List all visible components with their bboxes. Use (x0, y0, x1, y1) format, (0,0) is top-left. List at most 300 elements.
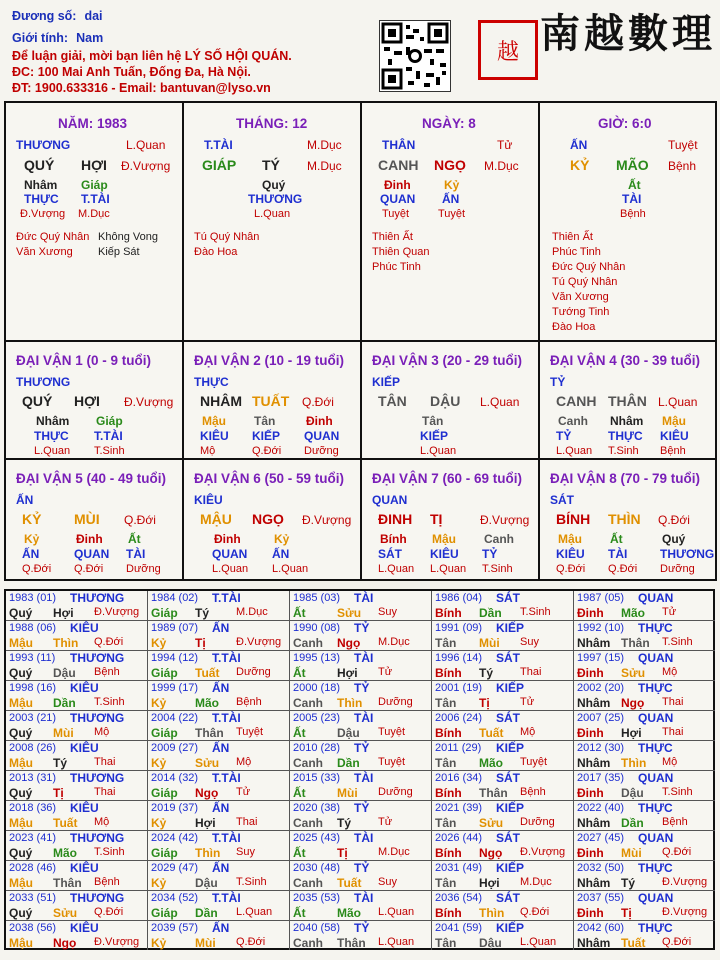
annual-branch: Tý (337, 816, 352, 830)
annual-stem: Kỷ (151, 696, 167, 710)
annual-row-cell (432, 921, 574, 950)
dai-van-stem: CANH (556, 393, 597, 409)
hidden-stage-1: Bệnh (620, 208, 646, 220)
hidden-god-1: THƯƠNG (248, 192, 303, 206)
annual-stem: Mậu (9, 696, 33, 710)
annual-branch: Thân (337, 936, 366, 950)
annual-branch: Sửu (337, 606, 362, 620)
annual-branch: Ngọ (53, 936, 77, 950)
annual-stem: Bính (435, 726, 462, 740)
annual-stem: Đinh (577, 906, 604, 920)
annual-year: 2026 (44) (435, 832, 483, 844)
hidden-stem: Kỷ (24, 532, 40, 546)
annual-stem: Mậu (9, 876, 33, 890)
star-item: Phúc Tinh (552, 246, 601, 258)
annual-row-cell (574, 741, 715, 771)
annual-branch: Ngọ (337, 636, 361, 650)
pillar-branch: NGỌ (434, 157, 466, 173)
dai-van-stage: Đ.Vượng (302, 513, 352, 527)
annual-stage: T.Sinh (520, 606, 551, 618)
annual-stage: Thai (236, 816, 258, 828)
red-seal-logo: 越 (478, 20, 538, 80)
annual-stem: Canh (293, 756, 323, 770)
annual-branch: Hợi (195, 816, 216, 830)
hidden-stage: Q.Đới (252, 445, 282, 457)
annual-branch: Tuất (621, 936, 646, 950)
hidden-stage-1: Đ.Vượng (20, 208, 66, 220)
dai-van-god: QUAN (372, 493, 408, 507)
hidden-god: QUAN (212, 547, 248, 561)
annual-branch: Thìn (53, 636, 79, 650)
annual-stage: Q.Đới (94, 636, 124, 648)
dai-van-branch: TỊ (430, 511, 443, 527)
annual-row-cell (574, 771, 715, 801)
annual-god: ẤN (212, 921, 230, 935)
annual-stem: Tân (435, 816, 457, 830)
annual-row-cell (290, 801, 432, 831)
annual-row-cell (290, 741, 432, 771)
annual-year: 2016 (34) (435, 772, 483, 784)
annual-branch: Mùi (195, 936, 216, 950)
annual-stem: Mậu (9, 936, 33, 950)
annual-year: 1990 (08) (293, 622, 341, 634)
hidden-god: SÁT (378, 547, 402, 561)
annual-row-cell (574, 711, 715, 741)
dai-van-branch: NGỌ (252, 511, 284, 527)
annual-year: 2008 (26) (9, 742, 57, 754)
annual-stem: Ất (293, 846, 306, 860)
annual-branch: Tuất (195, 666, 220, 680)
annual-year: 2003 (21) (9, 712, 57, 724)
hidden-stem: Tân (254, 414, 276, 428)
annual-god: TÀI (354, 771, 374, 785)
hidden-stage: Q.Đới (608, 563, 638, 575)
annual-stem: Giáp (151, 666, 178, 680)
hidden-god: KIẾP (252, 429, 281, 443)
pillar-stem: GIÁP (202, 157, 237, 173)
pillar-god-left: THÂN (382, 138, 416, 152)
annual-god: THƯƠNG (70, 651, 125, 665)
annual-stem: Kỷ (151, 876, 167, 890)
annual-stem: Canh (293, 696, 323, 710)
annual-branch: Mùi (337, 786, 358, 800)
star-item: Phúc Tinh (372, 261, 421, 273)
annual-stage: Tuyệt (236, 726, 264, 738)
hidden-stem: Quý (662, 532, 686, 546)
annual-year: 2006 (24) (435, 712, 483, 724)
hidden-stage-1: Tuyệt (382, 208, 410, 220)
annual-luck-table (4, 589, 715, 950)
star-item: Thiên Ất (372, 231, 413, 243)
hidden-god-1: QUAN (380, 192, 416, 206)
annual-stage: Q.Đới (520, 906, 550, 918)
pillar-stage: M.Dục (484, 159, 519, 173)
hidden-god-1: TÀI (622, 192, 642, 206)
dai-van-cell (6, 460, 184, 581)
star-item: Văn Xương (16, 246, 73, 258)
hidden-stem: Mậu (432, 532, 456, 546)
annual-god: THỰC (638, 621, 673, 635)
annual-row-cell (148, 711, 290, 741)
annual-year: 1984 (02) (151, 592, 199, 604)
hidden-god: KIÊU (200, 429, 229, 443)
annual-god: THỰC (638, 861, 673, 875)
annual-stem: Nhâm (577, 696, 611, 710)
hidden-stem: Canh (484, 532, 514, 546)
annual-row-cell (6, 891, 148, 921)
annual-stem: Giáp (151, 606, 178, 620)
annual-year: 1991 (09) (435, 622, 483, 634)
annual-row-cell (432, 681, 574, 711)
annual-branch: Mão (195, 696, 219, 710)
annual-branch: Sửu (195, 756, 220, 770)
hidden-stage: L.Quan (556, 445, 593, 457)
hidden-stem: Đinh (76, 532, 103, 546)
hidden-god: THƯƠNG (660, 547, 715, 561)
annual-stage: Đ.Vượng (520, 846, 566, 858)
annual-year: 2014 (32) (151, 772, 199, 784)
annual-year: 2037 (55) (577, 892, 625, 904)
annual-year: 1986 (04) (435, 592, 483, 604)
annual-year: 2013 (31) (9, 772, 57, 784)
annual-god: THỰC (638, 741, 673, 755)
annual-row-cell (574, 921, 715, 950)
annual-row-cell (432, 621, 574, 651)
dai-van-cell (540, 342, 717, 460)
gioi-tinh-value: Nam (76, 31, 104, 45)
annual-year: 2038 (56) (9, 922, 57, 934)
annual-branch: Thân (621, 636, 650, 650)
star-item: Đào Hoa (194, 246, 238, 258)
hidden-god: KIÊU (556, 547, 585, 561)
annual-stem: Quý (9, 726, 33, 740)
annual-stem: Tân (435, 756, 457, 770)
qr-code-icon (379, 20, 451, 92)
star-item: Thiên Quan (372, 246, 430, 258)
annual-row-cell (432, 801, 574, 831)
annual-row-cell (432, 651, 574, 681)
annual-stem: Mậu (9, 636, 33, 650)
annual-stage: T.Sinh (94, 696, 125, 708)
annual-branch: Ngọ (479, 846, 503, 860)
hidden-stem: Ất (610, 532, 623, 546)
pillar-month (184, 103, 362, 342)
annual-branch: Dần (53, 696, 76, 710)
annual-god: KIẾP (496, 741, 525, 755)
hidden-god: THỰC (34, 429, 69, 443)
annual-year: 1996 (14) (435, 652, 483, 664)
star-item: Thiên Ất (552, 231, 593, 243)
annual-branch: Tị (53, 786, 64, 800)
annual-row-cell (432, 891, 574, 921)
annual-row-cell (6, 831, 148, 861)
annual-year: 2035 (53) (293, 892, 341, 904)
annual-stage: Đ.Vượng (662, 876, 708, 888)
hidden-stem: Đinh (306, 414, 333, 428)
hidden-stage: L.Quan (212, 563, 249, 575)
pillar-god-left: THƯƠNG (16, 138, 71, 152)
dai-van-stem: BÍNH (556, 511, 591, 527)
annual-stem: Canh (293, 876, 323, 890)
hidden-stage-2: Tuyệt (438, 208, 466, 220)
annual-stage: Suy (378, 876, 397, 888)
hidden-god: TỶ (482, 547, 498, 561)
annual-stage: Tử (662, 606, 677, 618)
hidden-stem: Mậu (662, 414, 686, 428)
pillar-stem: KỶ (570, 157, 590, 173)
annual-stage: M.Dục (378, 846, 410, 858)
hidden-stage-2: M.Dục (78, 208, 110, 220)
annual-god: ẤN (212, 621, 230, 635)
annual-stem: Mậu (9, 756, 33, 770)
annual-stem: Bính (435, 906, 462, 920)
dai-van-stage: Q.Đới (658, 513, 690, 527)
annual-year: 1997 (15) (577, 652, 625, 664)
dai-van-stage: Đ.Vượng (480, 513, 530, 527)
annual-year: 2027 (45) (577, 832, 625, 844)
annual-branch: Mùi (479, 636, 500, 650)
annual-year: 1983 (01) (9, 592, 57, 604)
annual-branch: Tuất (337, 876, 362, 890)
annual-god: KIÊU (70, 801, 99, 815)
annual-stage: M.Dục (236, 606, 268, 618)
pillar-stem: QUÝ (24, 157, 55, 173)
star-item: Đức Quý Nhân (552, 261, 626, 273)
annual-stem: Tân (435, 876, 457, 890)
dai-van-stage: Q.Đới (302, 395, 334, 409)
pillar-god-left: ẤN (570, 138, 588, 152)
annual-stage: Đ.Vượng (236, 636, 282, 648)
annual-year: 2002 (20) (577, 682, 625, 694)
hidden-stage: Mộ (200, 445, 216, 457)
annual-stem: Ất (293, 726, 306, 740)
annual-stem: Nhâm (577, 876, 611, 890)
annual-god: SÁT (496, 891, 520, 905)
annual-year: 2039 (57) (151, 922, 199, 934)
pillar-god-left: T.TÀI (204, 138, 233, 152)
annual-row-cell (574, 801, 715, 831)
annual-row-cell (574, 621, 715, 651)
hidden-stage: L.Quan (272, 563, 309, 575)
hidden-stage: L.Quan (34, 445, 71, 457)
hidden-god: KIẾP (420, 429, 449, 443)
hidden-stem: Ất (128, 532, 141, 546)
dai-van-branch: THÌN (608, 511, 641, 527)
annual-stage: Bệnh (520, 786, 546, 798)
annual-branch: Tý (195, 606, 210, 620)
annual-row-cell (574, 831, 715, 861)
annual-row-cell (290, 651, 432, 681)
pillar-stage: Bệnh (668, 159, 697, 173)
annual-stem: Kỷ (151, 756, 167, 770)
hidden-stem: Đinh (214, 532, 241, 546)
pillar-day (362, 103, 540, 342)
annual-god: SÁT (496, 651, 520, 665)
annual-row-cell (148, 921, 290, 950)
hidden-stem: Kỷ (274, 532, 290, 546)
dai-van-stem: KỶ (22, 511, 42, 527)
annual-stem: Quý (9, 786, 33, 800)
annual-stage: Suy (520, 636, 539, 648)
annual-stem: Ất (293, 906, 306, 920)
annual-row-cell (432, 741, 574, 771)
annual-stem: Nhâm (577, 636, 611, 650)
pillar-god-right: M.Dục (307, 138, 342, 152)
annual-stage: Q.Đới (662, 936, 692, 948)
dai-van-stem: ĐINH (378, 511, 413, 527)
annual-stage: Dưỡng (236, 666, 271, 678)
hidden-stem: Nhâm (610, 414, 644, 428)
dai-van-god: KIÊU (194, 493, 223, 507)
annual-god: TỶ (354, 801, 370, 815)
annual-stage: Q.Đới (236, 936, 266, 948)
annual-branch: Mão (337, 906, 361, 920)
dai-van-god: TỶ (550, 375, 566, 389)
annual-stem: Canh (293, 936, 323, 950)
annual-year: 2022 (40) (577, 802, 625, 814)
annual-god: SÁT (496, 591, 520, 605)
dai-van-stem: TÂN (378, 393, 407, 409)
annual-branch: Tị (621, 906, 632, 920)
annual-god: KIÊU (70, 741, 99, 755)
annual-row-cell (290, 591, 432, 621)
annual-branch: Thân (53, 876, 82, 890)
dai-van-god: SÁT (550, 493, 574, 507)
annual-branch: Thìn (195, 846, 221, 860)
annual-stem: Kỷ (151, 816, 167, 830)
annual-stage: Bệnh (662, 816, 688, 828)
annual-branch: Hợi (479, 876, 500, 890)
annual-god: TỶ (354, 921, 370, 935)
annual-god: KIÊU (70, 621, 99, 635)
annual-god: KIÊU (70, 861, 99, 875)
annual-row-cell (574, 861, 715, 891)
annual-year: 1993 (11) (9, 652, 56, 664)
annual-stem: Nhâm (577, 936, 611, 950)
annual-branch: Tý (621, 876, 636, 890)
annual-branch: Sửu (53, 906, 78, 920)
annual-god: ẤN (212, 741, 230, 755)
hidden-god: THỰC (608, 429, 643, 443)
annual-stem: Kỷ (151, 936, 167, 950)
annual-row-cell (290, 831, 432, 861)
annual-branch: Thìn (479, 906, 505, 920)
dai-van-cell (184, 460, 362, 581)
annual-stem: Tân (435, 936, 457, 950)
dai-van-god: KIẾP (372, 375, 401, 389)
hidden-stage: T.Sinh (608, 445, 639, 457)
annual-year: 1992 (10) (577, 622, 625, 634)
annual-row-cell (6, 681, 148, 711)
annual-stage: L.Quan (520, 936, 557, 948)
annual-god: TỶ (354, 861, 370, 875)
annual-stem: Đinh (577, 846, 604, 860)
dai-van-branch: THÂN (608, 393, 647, 409)
hidden-stage: T.Sinh (94, 445, 125, 457)
hidden-stage: Dưỡng (304, 445, 339, 457)
annual-god: TÀI (354, 651, 374, 665)
annual-stage: M.Dục (378, 636, 410, 648)
hidden-stage: Q.Đới (22, 563, 52, 575)
annual-year: 2031 (49) (435, 862, 483, 874)
hidden-stem-1: Ất (628, 178, 641, 192)
annual-row-cell (290, 861, 432, 891)
star-item: Kiếp Sát (98, 246, 140, 258)
annual-stage: Q.Đới (94, 906, 124, 918)
annual-row-cell (148, 591, 290, 621)
hidden-stem-1: Quý (262, 178, 286, 192)
annual-year: 2032 (50) (577, 862, 625, 874)
annual-stage: Q.Đới (662, 846, 692, 858)
annual-branch: Ngọ (195, 786, 219, 800)
pillar-title: THÁNG: 12 (236, 116, 308, 131)
annual-stem: Tân (435, 696, 457, 710)
annual-god: KIẾP (496, 801, 525, 815)
annual-row-cell (574, 891, 715, 921)
annual-stage: T.Sinh (236, 876, 267, 888)
annual-god: TÀI (354, 891, 374, 905)
hidden-stem: Mậu (558, 532, 582, 546)
dai-van-branch: TUẤT (252, 393, 290, 409)
annual-year: 1998 (16) (9, 682, 57, 694)
annual-stem: Ất (293, 606, 306, 620)
annual-branch: Dần (195, 906, 218, 920)
annual-god: ẤN (212, 801, 230, 815)
hidden-stem: Bính (380, 532, 407, 546)
annual-stem: Kỷ (151, 636, 167, 650)
annual-year: 2040 (58) (293, 922, 341, 934)
annual-row-cell (148, 771, 290, 801)
pillar-year (6, 103, 184, 342)
annual-branch: Thân (479, 786, 508, 800)
pillar-stage: Đ.Vượng (121, 159, 171, 173)
annual-god: QUAN (638, 771, 674, 785)
annual-stem: Ất (293, 666, 306, 680)
annual-branch: Hợi (53, 606, 74, 620)
annual-year: 2034 (52) (151, 892, 199, 904)
hidden-stem-1: Nhâm (24, 178, 58, 192)
header-info (12, 8, 372, 96)
hidden-god: ẤN (272, 547, 290, 561)
hidden-god: TÀI (608, 547, 628, 561)
dai-van-title: ĐẠI VẬN 3 (20 - 29 tuổi) (372, 353, 523, 368)
star-item: Đức Quý Nhân (16, 231, 90, 243)
annual-row-cell (574, 681, 715, 711)
annual-god: KIẾP (496, 921, 525, 935)
annual-stem: Mậu (9, 816, 33, 830)
dai-van-stage: L.Quan (658, 395, 698, 409)
annual-row-cell (432, 831, 574, 861)
annual-stage: Dưỡng (378, 786, 413, 798)
hidden-stage: T.Sinh (482, 563, 513, 575)
annual-row-cell (290, 711, 432, 741)
annual-stage: L.Quan (378, 906, 415, 918)
pillar-god-right: L.Quan (126, 138, 166, 152)
pillar-stem: CANH (378, 157, 419, 173)
annual-row-cell (574, 591, 715, 621)
annual-branch: Tị (337, 846, 348, 860)
hidden-stage: Q.Đới (556, 563, 586, 575)
annual-god: ẤN (212, 861, 230, 875)
dai-van-branch: HỢI (74, 393, 100, 409)
annual-year: 2029 (47) (151, 862, 199, 874)
annual-row-cell (574, 651, 715, 681)
hidden-god: KIÊU (660, 429, 689, 443)
hidden-stem: Tân (422, 414, 444, 428)
annual-god: SÁT (496, 771, 520, 785)
hidden-god-2: T.TÀI (81, 192, 110, 206)
hidden-stage-1: L.Quan (254, 208, 291, 220)
